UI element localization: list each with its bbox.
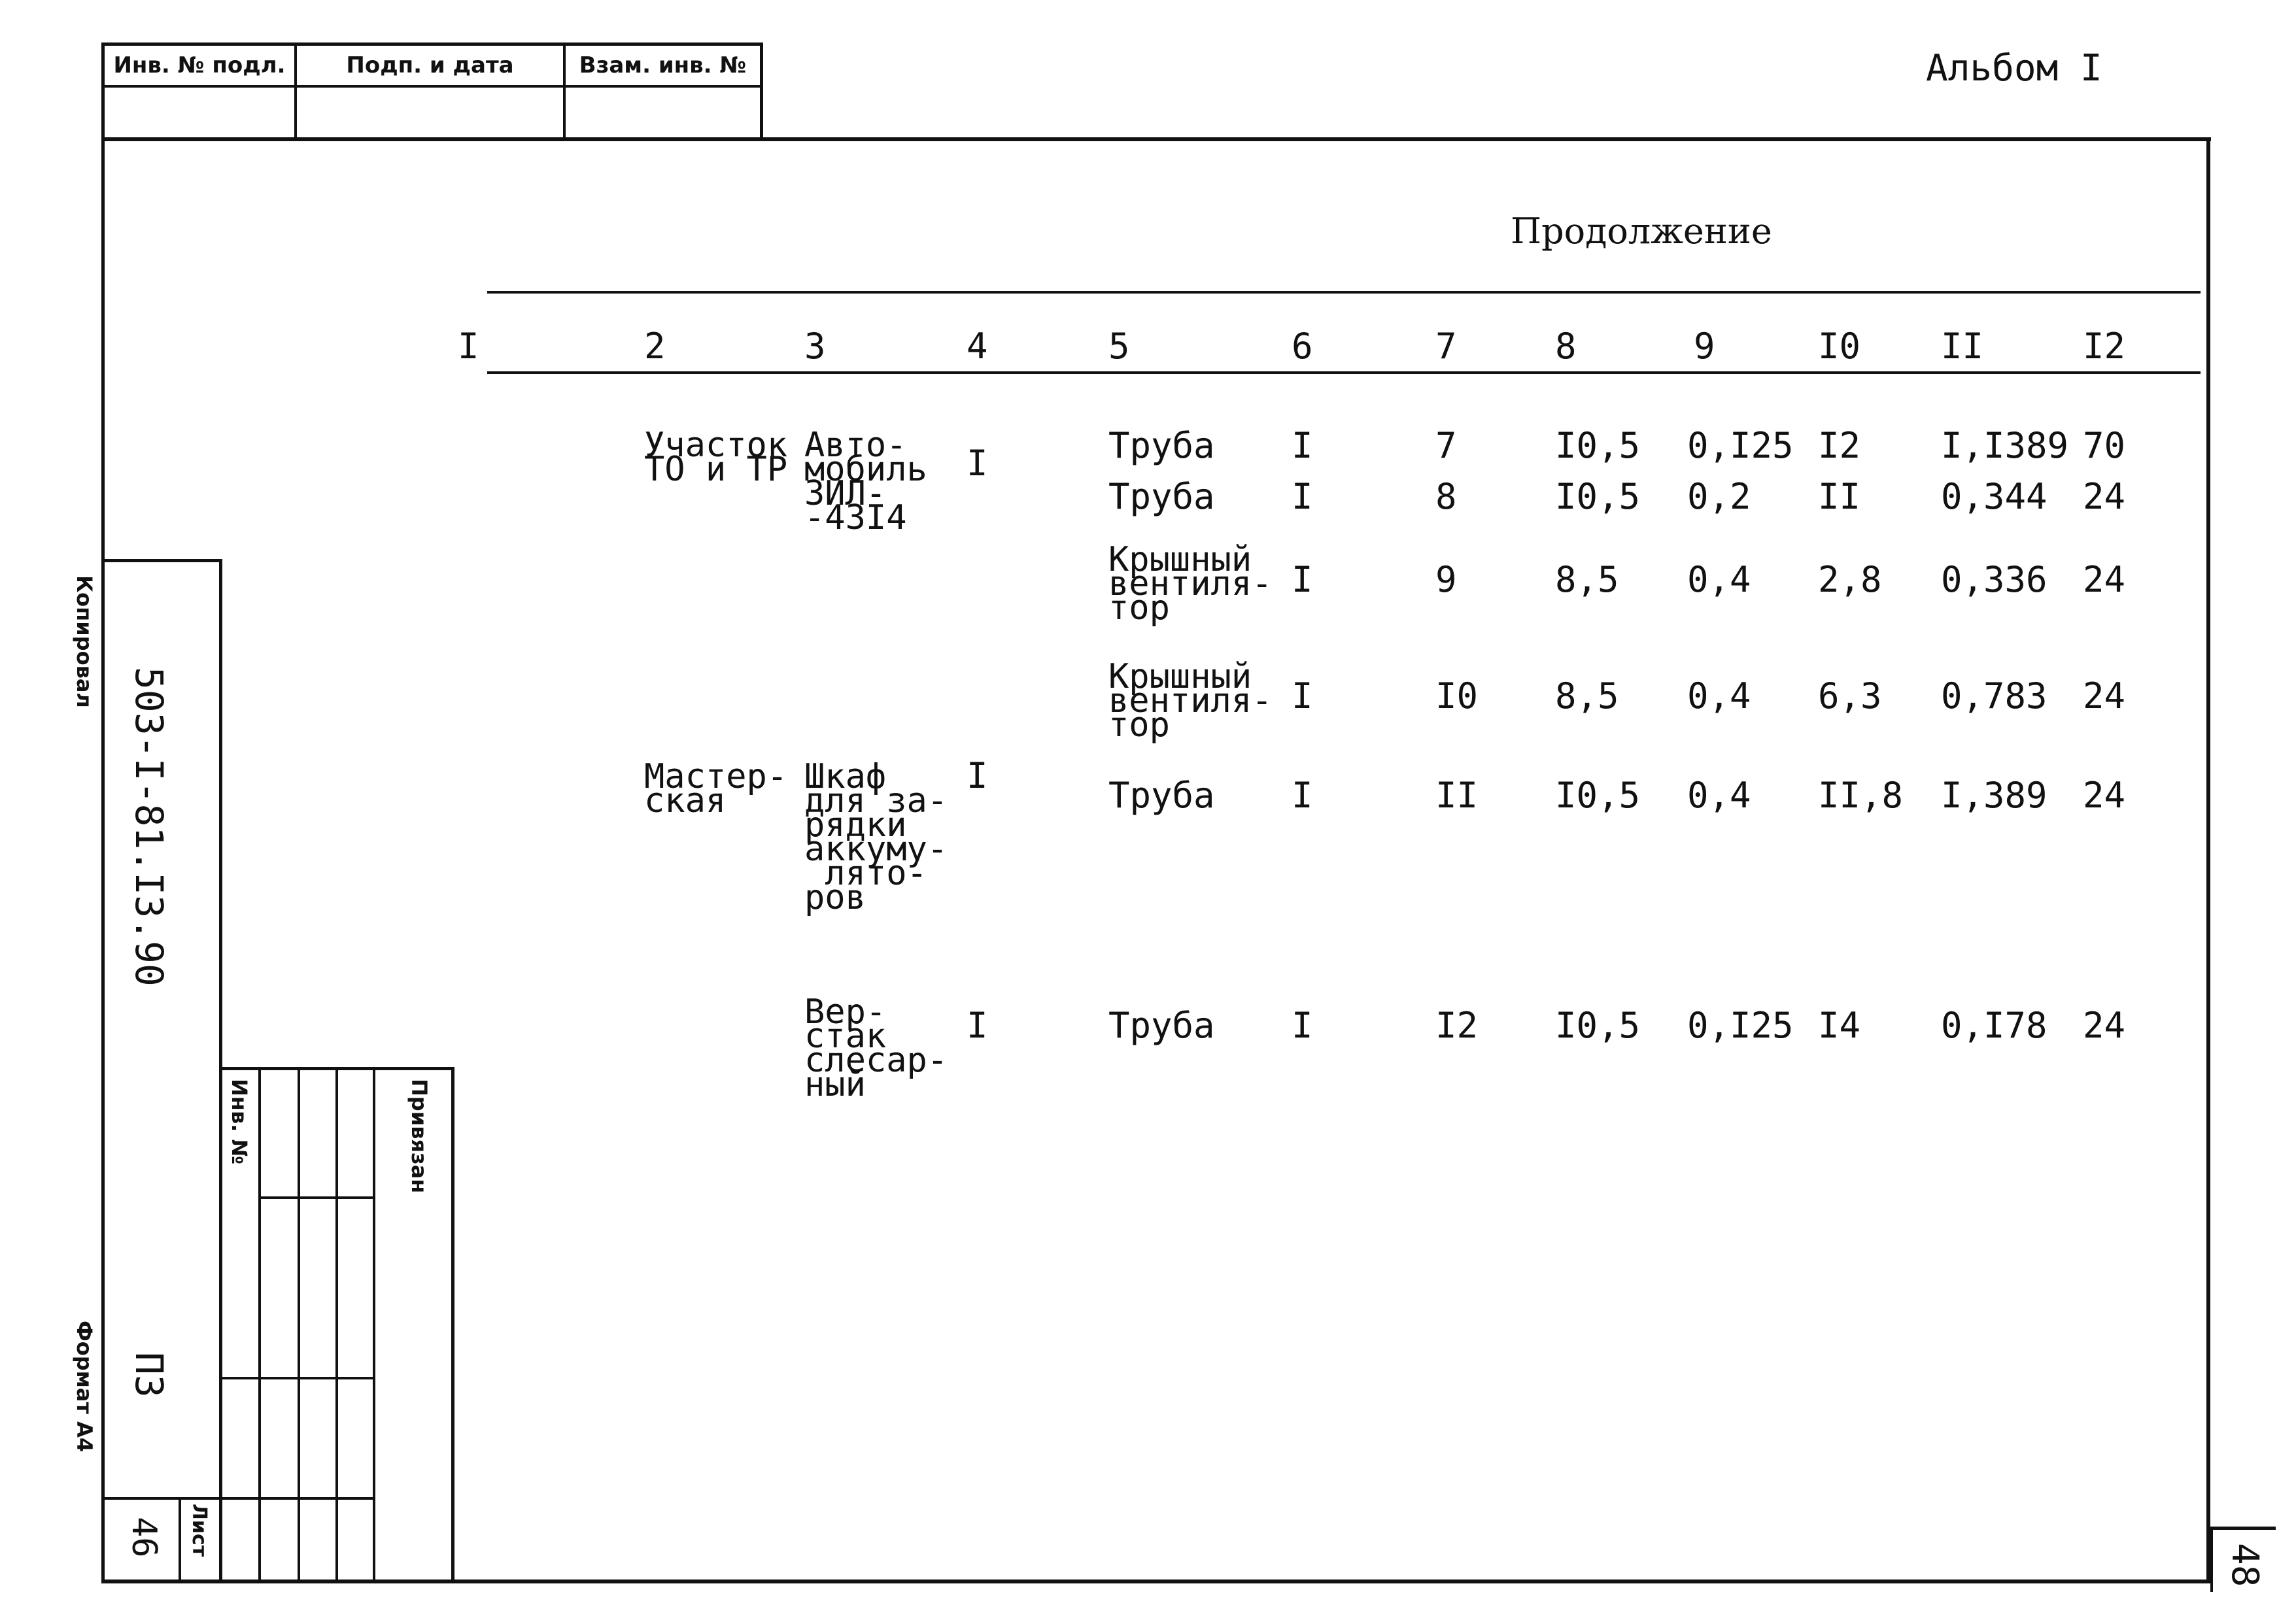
table-row-6-c7: I2 [1435, 1005, 1479, 1046]
table-row-6-c6: I [1292, 1005, 1313, 1046]
col-header-11: II [1941, 326, 1984, 367]
table-row-4-c12: 24 [2083, 675, 2126, 717]
table-row-6-c9: 0,I25 [1687, 1005, 1794, 1046]
table-row-4-c6: I [1292, 675, 1313, 717]
continuation-title: Продолжение [1511, 211, 1772, 252]
col-header-9: 9 [1694, 326, 1715, 367]
kopiroval-label: Копировал [72, 575, 97, 708]
table-row-2-c10: II [1818, 476, 1861, 517]
table-row-4-c7: I0 [1435, 675, 1479, 717]
table-row-3-c5: Крышный вентиля- тор [1108, 540, 1273, 628]
header-bottom-rule [487, 371, 2201, 374]
table-row-5-c6: I [1292, 775, 1313, 816]
table-row-5-c8: I0,5 [1555, 775, 1641, 816]
sheet-number: 46 [124, 1517, 163, 1558]
group-2-room: Мастер- ская [644, 757, 788, 820]
table-row-4-c8: 8,5 [1555, 675, 1619, 717]
table-row-3-c8: 8,5 [1555, 559, 1619, 600]
col-header-10: I0 [1818, 326, 1861, 367]
table-row-2-c9: 0,2 [1687, 476, 1751, 517]
col-header-7: 7 [1435, 326, 1457, 367]
table-row-1-c10: I2 [1818, 425, 1861, 466]
table-row-5-c11: I,389 [1941, 775, 2048, 816]
table-row-6-c12: 24 [2083, 1005, 2126, 1046]
group-1-count: I [967, 443, 988, 484]
table-row-4-c11: 0,783 [1941, 675, 2048, 717]
section-code: ПЗ [127, 1352, 171, 1398]
table-row-1-c9: 0,I25 [1687, 425, 1794, 466]
inv-no-label: Инв. № [227, 1079, 252, 1164]
privyazan-label: Привязан [407, 1079, 432, 1194]
table-row-3-c10: 2,8 [1818, 559, 1882, 600]
stamp-inv-podl: Инв. № подл. [113, 52, 286, 78]
table-row-1-c11: I,I389 [1941, 425, 2069, 466]
album-label: Альбом I [1926, 47, 2102, 90]
group-1-room: Участок ТО и ТР [644, 426, 788, 489]
table-row-2-c11: 0,344 [1941, 476, 2048, 517]
group-2-count: I [967, 755, 988, 796]
table-row-6-c8: I0,5 [1555, 1005, 1641, 1046]
table-row-1-c5: Труба [1108, 425, 1215, 466]
col-header-6: 6 [1292, 326, 1313, 367]
sheet-label: Лист [188, 1504, 211, 1557]
table-row-5-c10: II,8 [1818, 775, 1904, 816]
table-row-6-c5: Труба [1108, 1005, 1215, 1046]
col-header-8: 8 [1555, 326, 1577, 367]
table-row-2-c8: I0,5 [1555, 476, 1641, 517]
page-number: 48 [2223, 1543, 2266, 1587]
stamp-vzam-inv: Взам. инв. № [579, 52, 747, 78]
table-row-1-c7: 7 [1435, 425, 1457, 466]
col-header-12: I2 [2083, 326, 2126, 367]
table-row-4-c10: 6,3 [1818, 675, 1882, 717]
header-top-rule [487, 291, 2201, 294]
frame-top [101, 137, 2211, 141]
table-row-1-c6: I [1292, 425, 1313, 466]
table-row-1-c12: 70 [2083, 425, 2126, 466]
frame-bottom [101, 1580, 2211, 1583]
table-row-5-c12: 24 [2083, 775, 2126, 816]
group-3-count: I [967, 1005, 988, 1046]
col-header-4: 4 [967, 326, 988, 367]
table-row-3-c7: 9 [1435, 559, 1457, 600]
table-row-2-c7: 8 [1435, 476, 1457, 517]
table-row-3-c6: I [1292, 559, 1313, 600]
table-row-6-c10: I4 [1818, 1005, 1861, 1046]
table-row-2-c12: 24 [2083, 476, 2126, 517]
table-row-5-c9: 0,4 [1687, 775, 1751, 816]
frame-right [2206, 137, 2210, 1583]
format-label: Формат А4 [72, 1321, 97, 1453]
table-row-6-c11: 0,I78 [1941, 1005, 2048, 1046]
col-header-1: I [458, 326, 479, 367]
table-row-5-c7: II [1435, 775, 1479, 816]
table-row-1-c8: I0,5 [1555, 425, 1641, 466]
group-1-equipment: Авто- мобиль ЗИЛ- -43I4 [804, 426, 927, 537]
table-row-2-c5: Труба [1108, 476, 1215, 517]
col-header-5: 5 [1108, 326, 1130, 367]
table-row-3-c12: 24 [2083, 559, 2126, 600]
frame-left [101, 137, 105, 1583]
stamp-podp-data: Подп. и дата [346, 52, 514, 78]
table-row-5-c5: Труба [1108, 775, 1215, 816]
col-header-3: 3 [804, 326, 826, 367]
col-header-2: 2 [644, 326, 666, 367]
group-3-equipment: Вер- стак слесар- ный [804, 992, 948, 1104]
group-2-equipment: Шкаф для за- рядки аккуму- лято- ров [804, 757, 948, 917]
table-row-3-c11: 0,336 [1941, 559, 2048, 600]
table-row-4-c9: 0,4 [1687, 675, 1751, 717]
table-row-3-c9: 0,4 [1687, 559, 1751, 600]
doc-code: 503-I-81.I3.90 [127, 667, 171, 987]
table-row-4-c5: Крышный вентиля- тор [1108, 657, 1273, 745]
table-row-2-c6: I [1292, 476, 1313, 517]
